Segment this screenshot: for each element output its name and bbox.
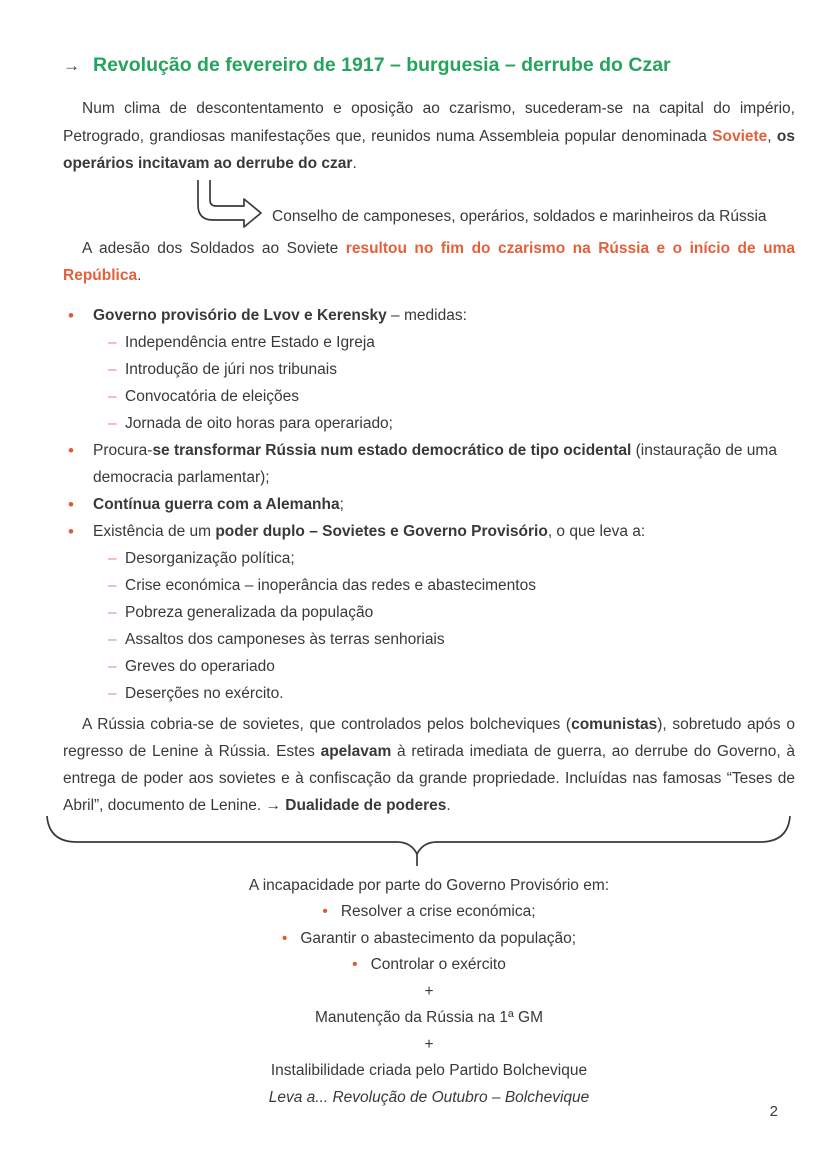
bent-arrow-icon <box>195 180 263 229</box>
list-item: – Convocatória de eleições <box>63 383 795 410</box>
page-title-text: Revolução de fevereiro de 1917 – burguesia – derrube do Czar <box>93 54 671 76</box>
plus-sign: + <box>424 1035 434 1053</box>
funnel-line-leads-to: Leva a... Revolução de Outubro – Bolchevique <box>268 1088 590 1106</box>
funnel-intro: A incapacidade por parte do Governo Provisório em: <box>248 876 610 894</box>
page-number: 2 <box>769 1103 778 1120</box>
paragraph-adhesion: A adesão dos Soldados ao Soviete resultou no fim do czarismo na Rússia e o início de uma República. <box>63 239 795 284</box>
measures-list <box>63 302 795 707</box>
list-item: – Assaltos dos camponeses às terras senhoriais <box>63 626 795 653</box>
funnel-item-text: Controlar o exército <box>370 956 506 973</box>
conclusion-block <box>63 873 795 1112</box>
funnel-item <box>63 952 795 979</box>
soviete-definition-text: Conselho de camponeses, operários, soldados e marinheiros da Rússia <box>272 207 767 225</box>
list-item: • Governo provisório de Lvov e Kerensky – medidas: <box>63 302 795 329</box>
page-content <box>0 52 828 1111</box>
bullet-icon <box>352 956 357 973</box>
list-item: – Desorganização política; <box>63 545 795 572</box>
plus-sign: + <box>424 982 434 1000</box>
list-item: – Independência entre Estado e Igreja <box>63 329 795 356</box>
funnel-item-text: Resolver a crise económica; <box>340 903 536 920</box>
list-item: – Introdução de júri nos tribunais <box>63 356 795 383</box>
curly-brace-down-icon <box>46 815 791 867</box>
list-item: – Pobreza generalizada da população <box>63 599 795 626</box>
list-item: • Contínua guerra com a Alemanha; <box>63 491 795 518</box>
list-item: – Jornada de oito horas para operariado; <box>63 410 795 437</box>
list-item: • Existência de um poder duplo – Sovietes e Governo Provisório, o que leva a: <box>63 518 795 545</box>
funnel-line-gm: Manutenção da Rússia na 1ª GM <box>314 1009 544 1026</box>
list-item: • Procura-se transformar Rússia num estado democrático de tipo ocidental (instauração de uma democracia parlamentar); <box>63 437 795 491</box>
arrow-right-icon: → <box>63 56 80 75</box>
list-item: – Crise económica – inoperância das redes e abastecimentos <box>63 572 795 599</box>
page-title <box>63 52 795 79</box>
funnel-line-instability: Instalibilidade criada pelo Partido Bolchevique <box>270 1062 588 1079</box>
funnel-item <box>63 899 795 926</box>
bullet-icon <box>282 930 287 947</box>
paragraph-bolsheviks: A Rússia cobria-se de sovietes, que controlados pelos bolcheviques (comunistas), sobretudo após o regresso de Lenine à Rússia. Estes apelavam à retirada imediata de guerra, ao derrube do Governo, à entrega de poder aos sovietes e à confiscação da grande propriedade. Incluídas nas famosas “Teses de Abril”, documento de Lenine. → Dualidade de poderes. <box>63 715 796 814</box>
paragraph-intro: Num clima de descontentamento e oposição ao czarismo, sucederam-se na capital do império, Petrogrado, grandiosas manifestações que, reunidos numa Assembleia popular denominada Soviete, os operários incitavam ao derrube do czar. <box>63 100 795 172</box>
funnel-item <box>63 926 795 953</box>
funnel-item-text: Garantir o abastecimento da população; <box>300 929 577 947</box>
bullet-icon <box>322 903 327 920</box>
soviete-definition <box>195 180 795 229</box>
list-item: – Greves do operariado <box>63 653 795 680</box>
list-item: – Deserções no exército. <box>63 680 795 707</box>
